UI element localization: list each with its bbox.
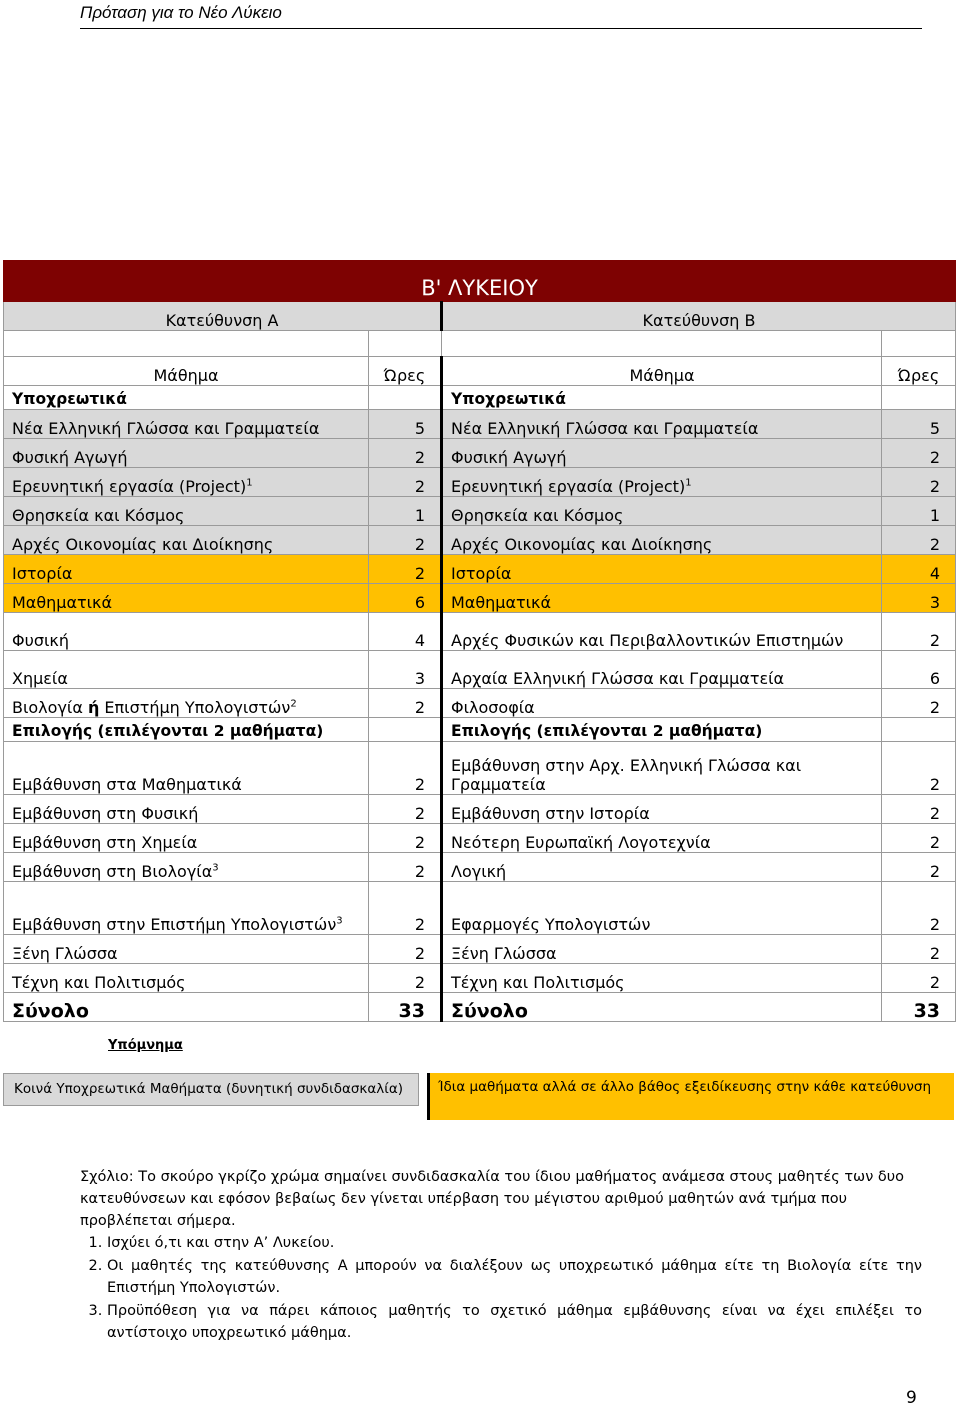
subject-a-cell-emphasis: ή — [87, 698, 100, 717]
hours-a-cell-text: 2 — [414, 477, 425, 496]
hours-a-cell — [369, 526, 442, 555]
subject-a-cell — [4, 584, 369, 613]
subject-b-cell — [442, 853, 882, 882]
subject-b-cell — [442, 386, 882, 410]
table-row — [4, 718, 956, 742]
schedule-table — [3, 260, 956, 1022]
subject-b-cell — [442, 584, 882, 613]
subject-b-cell-text: Τέχνη και Πολιτισμός — [451, 973, 625, 992]
subject-a-cell — [4, 651, 369, 689]
subject-a-cell-footnote-ref: 2 — [290, 698, 297, 710]
subject-a-cell-text: Ξένη Γλώσσα — [12, 944, 118, 963]
subject-b-cell — [442, 689, 882, 718]
subject-b-cell — [442, 555, 882, 584]
table-row — [4, 584, 956, 613]
subject-a-cell-text: Σύνολο — [12, 1000, 89, 1022]
hours-a-cell-text: 2 — [414, 448, 425, 467]
subject-a-cell-text: Υποχρεωτικά — [12, 390, 127, 408]
hours-a-cell — [369, 410, 442, 439]
hours-b-cell — [882, 555, 956, 584]
hours-a-cell-text: 1 — [414, 506, 425, 525]
subject-a-cell — [4, 824, 369, 853]
hours-a-cell — [369, 555, 442, 584]
note-item: 3. Προϋπόθεση για να πάρει κάποιος μαθητής το σχετικό μάθημα εμβάθυνσης είναι να έχει επιλέξει το αντίστοιχο υποχρεωτικό μάθημα. — [107, 1300, 922, 1344]
hours-a-cell — [369, 824, 442, 853]
subject-b-cell-text: Μαθηματικά — [451, 593, 552, 612]
subject-b-cell — [442, 824, 882, 853]
subject-a-cell-footnote-ref: 1 — [246, 477, 253, 489]
notes-section — [80, 1166, 922, 1345]
subject-b-cell-text: Ιστορία — [451, 564, 512, 583]
hours-a-cell-text: 6 — [414, 593, 425, 612]
hours-a-cell — [369, 468, 442, 497]
subject-b-cell-text: Εμβάθυνση στην Αρχ. Ελληνική Γλώσσα και Γραμματεία — [451, 756, 802, 794]
subject-b-cell-text: Αρχαία Ελληνική Γλώσσα και Γραμματεία — [451, 669, 785, 688]
hours-a-cell-text: 2 — [414, 915, 425, 934]
hours-b-cell — [882, 882, 956, 935]
subject-a-cell — [4, 993, 369, 1022]
hours-b-cell — [882, 964, 956, 993]
hours-a-cell-text: 2 — [414, 564, 425, 583]
subject-b-cell-text: Φυσική Αγωγή — [451, 448, 567, 467]
table-row — [4, 935, 956, 964]
subject-a-cell-text: Εμβάθυνση στη Φυσική — [12, 804, 199, 823]
subject-b-cell — [442, 497, 882, 526]
hours-a-cell-text: 2 — [414, 973, 425, 992]
table-row — [4, 386, 956, 410]
subject-a-cell — [4, 468, 369, 497]
hours-a-cell-text: 5 — [414, 419, 425, 438]
hours-a-cell — [369, 651, 442, 689]
hours-b-cell-text: 2 — [929, 698, 941, 717]
subject-b-cell-text: Υποχρεωτικά — [451, 390, 566, 408]
subject-b-cell — [442, 935, 882, 964]
hours-b-cell — [882, 468, 956, 497]
subject-b-cell — [442, 651, 882, 689]
hours-b-cell-text: 2 — [929, 973, 941, 992]
subject-a-cell-text: Εμβάθυνση στην Επιστήμη Υπολογιστών — [12, 915, 337, 934]
subject-b-cell-text: Εφαρμογές Υπολογιστών — [451, 915, 651, 934]
hours-b-cell-text: 2 — [929, 775, 941, 794]
legend-gold-label: Ίδια μαθήματα αλλά σε άλλο βάθος εξειδίκευσης στην κάθε κατεύθυνση — [438, 1079, 932, 1095]
note-item: 2. Οι μαθητές της κατεύθυνσης Α μπορούν να διαλέξουν ως υποχρεωτικό μάθημα είτε τη Βιολογία είτε την Επιστήμη Υπολογιστών. — [107, 1255, 922, 1299]
subject-a-cell — [4, 613, 369, 651]
hours-a-cell — [369, 718, 442, 742]
hours-b-cell-text: 3 — [929, 593, 941, 612]
subject-a-cell — [4, 439, 369, 468]
hours-b-cell-text: 2 — [929, 833, 941, 852]
subject-b-cell-text: Θρησκεία και Κόσμος — [451, 506, 624, 525]
hours-b-cell-text: 2 — [929, 804, 941, 823]
subject-a-cell-text: Φυσική — [12, 631, 69, 650]
subject-a-cell-text: Εμβάθυνση στη Χημεία — [12, 833, 198, 852]
col-hours-b: Ώρες — [882, 357, 956, 386]
note-item: 1. Ισχύει ό,τι και στην Α’ Λυκείου. — [107, 1232, 922, 1254]
subject-a-cell-text: Εμβάθυνση στη Βιολογία — [12, 862, 213, 881]
hours-a-cell-text: 2 — [414, 698, 425, 717]
subject-a-cell-footnote-ref: 3 — [212, 862, 219, 874]
table-title: Β' ΛΥΚΕΙΟΥ — [4, 261, 956, 302]
hours-b-cell-text: 4 — [929, 564, 941, 583]
hours-b-cell — [882, 824, 956, 853]
subject-b-cell — [442, 526, 882, 555]
subject-a-cell-footnote-ref: 3 — [336, 915, 343, 927]
hours-a-cell-text: 2 — [414, 804, 425, 823]
hours-a-cell — [369, 795, 442, 824]
hours-b-cell — [882, 993, 956, 1022]
hours-b-cell — [882, 935, 956, 964]
hours-b-cell — [882, 613, 956, 651]
hours-b-cell — [882, 410, 956, 439]
table-row — [4, 795, 956, 824]
hours-a-cell — [369, 935, 442, 964]
table-row — [4, 824, 956, 853]
subject-a-cell-text: Τέχνη και Πολιτισμός — [12, 973, 186, 992]
table-row — [4, 497, 956, 526]
hours-b-cell-text: 5 — [929, 419, 941, 438]
subject-a-cell-text: Θρησκεία και Κόσμος — [12, 506, 185, 525]
subject-a-cell-text: Επιλογής (επιλέγονται 2 μαθήματα) — [12, 722, 324, 740]
page-number: 9 — [906, 1388, 917, 1408]
hours-a-cell-text: 2 — [414, 833, 425, 852]
subject-b-cell-text: Σύνολο — [451, 1000, 528, 1022]
table-row — [4, 964, 956, 993]
hours-a-cell — [369, 742, 442, 795]
subject-b-cell — [442, 468, 882, 497]
hours-b-cell-text: 1 — [929, 506, 941, 525]
hours-b-cell — [882, 526, 956, 555]
hours-a-cell-text: 33 — [398, 1000, 425, 1022]
subject-b-cell — [442, 613, 882, 651]
legend-title: Υπόμνημα — [108, 1038, 183, 1053]
table-row — [4, 439, 956, 468]
subject-a-cell — [4, 689, 369, 718]
direction-a-label: Κατεύθυνση Α — [4, 302, 442, 331]
subject-a-cell-text: Νέα Ελληνική Γλώσσα και Γραμματεία — [12, 419, 320, 438]
subject-b-cell — [442, 439, 882, 468]
column-header-row — [4, 357, 956, 386]
subject-a-cell — [4, 882, 369, 935]
subject-a-cell — [4, 410, 369, 439]
subject-b-cell-text: Εμβάθυνση στην Ιστορία — [451, 804, 650, 823]
hours-b-cell-text: 2 — [929, 535, 941, 554]
col-subject-a: Μάθημα — [4, 357, 369, 386]
subject-a-cell — [4, 935, 369, 964]
table-row — [4, 555, 956, 584]
subject-a-cell — [4, 742, 369, 795]
hours-a-cell — [369, 386, 442, 410]
hours-a-cell-text: 4 — [414, 631, 425, 650]
hours-b-cell — [882, 439, 956, 468]
subject-b-cell-text: Φιλοσοφία — [451, 698, 535, 717]
notes-comment: Σχόλιο: Το σκούρο γκρίζο χρώμα σημαίνει συνδιδασκαλία του ίδιου μαθήματος ανάμεσα στους μαθητές των δυο κατευθύνσεων και εφόσον βεβαίως δεν γίνεται υπέρβαση του μέγιστου αριθμού μαθητών ανά τμήμα που προβλέπεται σήμερα. — [80, 1169, 905, 1229]
hours-a-cell — [369, 993, 442, 1022]
subject-a-cell — [4, 795, 369, 824]
hours-b-cell — [882, 718, 956, 742]
subject-b-cell — [442, 993, 882, 1022]
hours-a-cell-text: 3 — [414, 669, 425, 688]
hours-a-cell-text: 2 — [414, 944, 425, 963]
col-hours-a: Ώρες — [369, 357, 442, 386]
hours-b-cell — [882, 853, 956, 882]
subject-a-cell — [4, 853, 369, 882]
subject-b-cell-text: Ξένη Γλώσσα — [451, 944, 557, 963]
subject-a-cell — [4, 526, 369, 555]
hours-b-cell — [882, 795, 956, 824]
subject-b-cell — [442, 795, 882, 824]
legend-gray-label: Κοινά Υποχρεωτικά Μαθήματα (δυνητική συνδιδασκαλία) — [14, 1081, 403, 1097]
hours-b-cell — [882, 386, 956, 410]
subject-a-cell-text: Χημεία — [12, 669, 68, 688]
hours-a-cell — [369, 584, 442, 613]
table-row — [4, 410, 956, 439]
direction-row — [4, 302, 956, 331]
hours-b-cell-text: 2 — [929, 915, 941, 934]
subject-b-cell-text: Αρχές Οικονομίας και Διοίκησης — [451, 535, 713, 554]
hours-b-cell-text: 2 — [929, 631, 941, 650]
subject-a-cell-text: Ιστορία — [12, 564, 73, 583]
subject-b-cell — [442, 882, 882, 935]
subject-b-cell-text: Αρχές Φυσικών και Περιβαλλοντικών Επιστημών — [451, 631, 844, 650]
hours-b-cell-text: 6 — [929, 669, 941, 688]
subject-a-cell-prefix: Βιολογία — [12, 698, 88, 717]
legend-gray-swatch — [3, 1073, 419, 1106]
table-row — [4, 882, 956, 935]
hours-a-cell — [369, 497, 442, 526]
hours-a-cell — [369, 882, 442, 935]
subject-b-cell — [442, 964, 882, 993]
direction-b-label: Κατεύθυνση Β — [442, 302, 956, 331]
hours-a-cell — [369, 853, 442, 882]
subject-b-cell — [442, 742, 882, 795]
table-row — [4, 468, 956, 497]
table-row — [4, 993, 956, 1022]
hours-a-cell-text: 2 — [414, 535, 425, 554]
header-title: Πρόταση για το Νέο Λύκειο — [80, 3, 282, 22]
subject-b-cell-text: Νέα Ελληνική Γλώσσα και Γραμματεία — [451, 419, 759, 438]
table-row — [4, 742, 956, 795]
subject-b-cell-text: Λογική — [451, 862, 507, 881]
legend-gold-swatch — [427, 1073, 954, 1120]
subject-b-cell — [442, 410, 882, 439]
notes-list — [80, 1232, 922, 1344]
subject-a-cell — [4, 555, 369, 584]
hours-a-cell — [369, 613, 442, 651]
subject-b-cell-footnote-ref: 1 — [685, 477, 692, 489]
hours-b-cell — [882, 742, 956, 795]
subject-a-cell-text: Εμβάθυνση στα Μαθηματικά — [12, 775, 242, 794]
hours-b-cell — [882, 651, 956, 689]
hours-b-cell-text: 2 — [929, 944, 941, 963]
hours-a-cell-text: 2 — [414, 775, 425, 794]
table-title-row — [4, 261, 956, 302]
hours-b-cell-text: 2 — [929, 477, 941, 496]
subject-a-cell — [4, 718, 369, 742]
page-header — [80, 0, 922, 29]
hours-b-cell — [882, 584, 956, 613]
hours-b-cell — [882, 689, 956, 718]
hours-a-cell — [369, 689, 442, 718]
subject-b-cell-text: Ερευνητική εργασία (Project) — [451, 477, 686, 496]
subject-a-cell-text: Μαθηματικά — [12, 593, 113, 612]
hours-b-cell — [882, 497, 956, 526]
hours-a-cell-text: 2 — [414, 862, 425, 881]
hours-a-cell — [369, 439, 442, 468]
table-row — [4, 613, 956, 651]
subject-a-cell — [4, 964, 369, 993]
subject-b-cell-text: Επιλογής (επιλέγονται 2 μαθήματα) — [451, 722, 763, 740]
subject-a-cell — [4, 386, 369, 410]
hours-b-cell-text: 2 — [929, 448, 941, 467]
table-row — [4, 689, 956, 718]
subject-a-cell — [4, 497, 369, 526]
table-row — [4, 853, 956, 882]
hours-b-cell-text: 33 — [913, 1000, 941, 1022]
hours-a-cell — [369, 964, 442, 993]
table-row — [4, 651, 956, 689]
subject-b-cell — [442, 718, 882, 742]
hours-b-cell-text: 2 — [929, 862, 941, 881]
subject-b-cell-text: Νεότερη Ευρωπαϊκή Λογοτεχνία — [451, 833, 711, 852]
spacer-row — [4, 331, 956, 357]
table-row — [4, 526, 956, 555]
subject-a-cell-text: Επιστήμη Υπολογιστών — [99, 698, 291, 717]
subject-a-cell-text: Φυσική Αγωγή — [12, 448, 128, 467]
subject-a-cell-text: Ερευνητική εργασία (Project) — [12, 477, 247, 496]
col-subject-b: Μάθημα — [442, 357, 882, 386]
subject-a-cell-text: Αρχές Οικονομίας και Διοίκησης — [12, 535, 274, 554]
